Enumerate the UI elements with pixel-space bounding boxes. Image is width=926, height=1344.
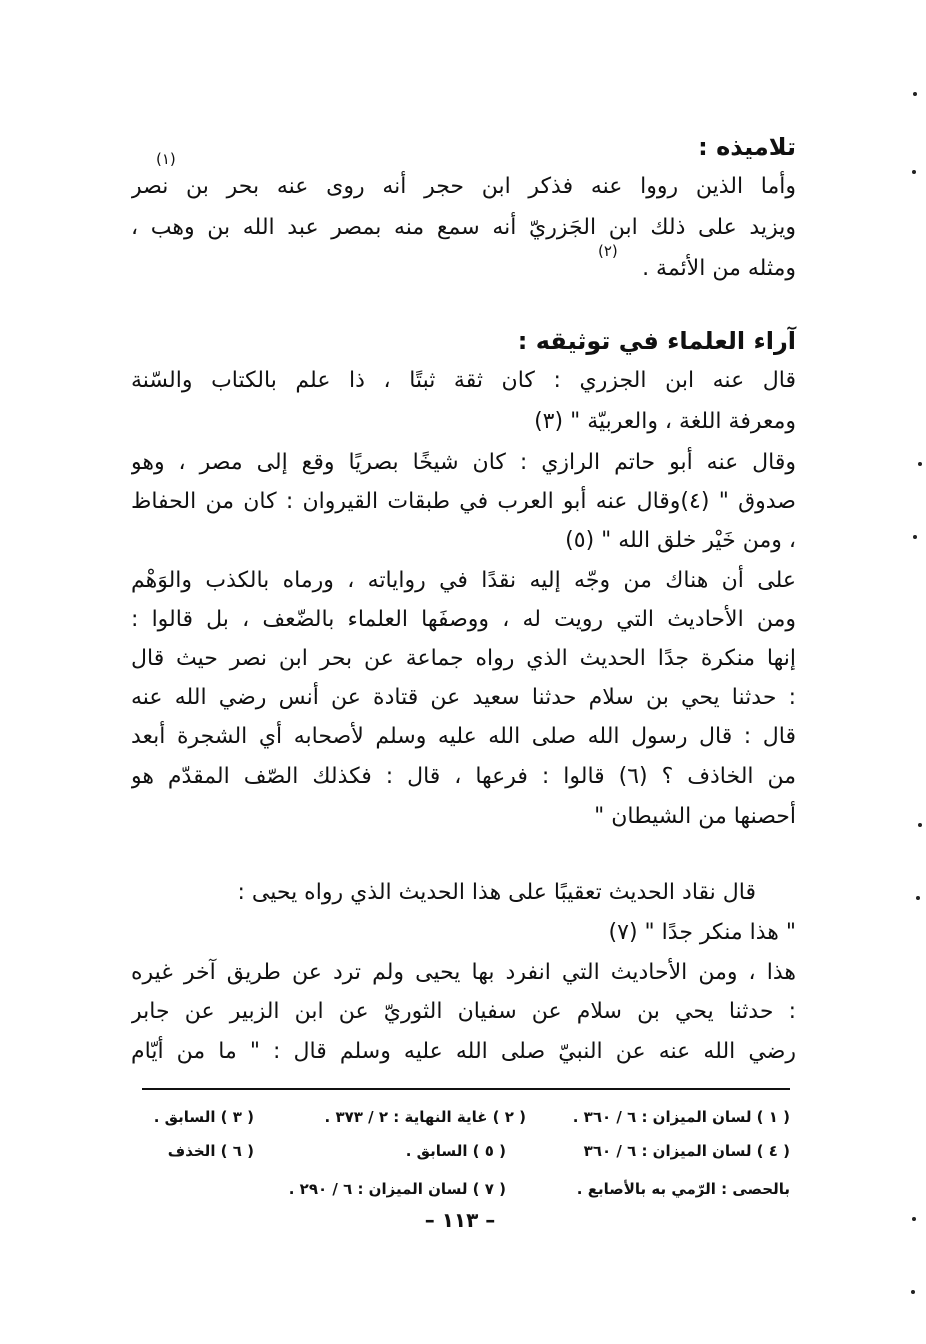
page-number: – ١١٣ – — [424, 1208, 496, 1232]
text-line: أحصنها من الشيطان " — [594, 804, 796, 829]
text-line: : حدثنا يحي بن سلام حدثنا سعيد عن قتادة عن أنس رضي الله عنه — [131, 685, 796, 710]
footnote-6: ( ٦ ) الخذف — [167, 1142, 254, 1160]
text-line: وقال عنه أبو حاتم الرازي : كان شيخًا بصريًا وقع إلى مصر ، وهو — [131, 450, 796, 475]
footnote-5: ( ٥ ) السابق . — [405, 1142, 506, 1160]
scan-speck — [912, 170, 916, 174]
footnote-4: ( ٤ ) لسان الميزان : ٦ / ٣٦٠ — [583, 1142, 790, 1160]
text-line: ويزيد على ذلك ابن الجَزريّ أنه سمع منه بمصر عبد الله بن وهب ، — [131, 215, 796, 240]
footnote-3: ( ٣ ) السابق . — [153, 1108, 254, 1126]
scan-speck — [913, 92, 917, 96]
text-line: " هذا منكر جدًا " (٧) — [608, 920, 796, 945]
text-line: رضي الله عنه عن النبيّ صلى الله عليه وسلم قال : " ما من أيّام — [131, 1039, 796, 1064]
text-line: على أن هناك من وجّه إليه نقدًا في رواياته ، ورماه بالكذب والوَهْم — [131, 568, 796, 593]
scan-speck — [912, 1217, 916, 1221]
scan-speck — [911, 1290, 915, 1294]
footnote-6-continued: بالحصى : الرّمي به بالأصابع . — [576, 1180, 790, 1198]
text-line: ومثله من الأئمة . — [642, 256, 796, 281]
text-line: ومعرفة اللغة ، والعربيّة " (٣) — [534, 409, 796, 434]
footnote-2: ( ٢ ) غاية النهاية : ٢ / ٣٧٣ . — [324, 1108, 526, 1126]
text-line: قال نقاد الحديث تعقيبًا على هذا الحديث الذي رواه يحيى : — [237, 880, 756, 905]
scan-speck — [918, 823, 922, 827]
footnote-7: ( ٧ ) لسان الميزان : ٦ / ٢٩٠ . — [288, 1180, 506, 1198]
scan-speck — [916, 896, 920, 900]
text-line: قال : قال رسول الله صلى الله عليه وسلم لأصحابه أي الشجرة أبعد — [131, 724, 796, 749]
footnote-1: ( ١ ) لسان الميزان : ٦ / ٣٦٠ . — [572, 1108, 790, 1126]
text-line: ومن الأحاديث التي رويت له ، ووصفَها العلماء بالضّعف ، بل قالوا : — [131, 607, 796, 632]
text-line: ، ومن خَيْر خلق الله " (٥) — [565, 528, 796, 553]
text-line: : حدثنا يحي بن سلام عن سفيان الثوريّ عن ابن الزبير عن جابر — [131, 999, 796, 1024]
scan-speck — [918, 462, 922, 466]
footnote-mark-2: (٢) — [598, 242, 618, 260]
text-line: إنها منكرة جدًا الحديث الذي رواه جماعة عن بحر ابن نصر حيث قال — [131, 646, 796, 671]
footnote-separator — [142, 1088, 790, 1090]
text-line: هذا ، ومن الأحاديث التي انفرد بها يحيى ولم ترد عن طريق آخر غيره — [131, 960, 796, 985]
scan-speck — [913, 535, 917, 539]
text-line: قال عنه ابن الجزري : كان ثقة ثبتًا ، ذا علم بالكتاب والسّنة — [131, 368, 796, 393]
opinions-heading: آراء العلماء في توثيقه : — [517, 327, 796, 355]
text-line: صدوق " (٤)وقال عنه أبو العرب في طبقات القيروان : كان من الحفاظ — [131, 489, 796, 514]
students-heading: تلاميذه : — [698, 133, 796, 161]
text-line: من الخاذف ؟ (٦) قالوا : فرعها ، قال : فكذلك الصّف المقدّم هو — [131, 764, 796, 789]
text-line: وأما الذين رووا عنه فذكر ابن حجر أنه روى عنه بحر بن نصر — [131, 174, 796, 199]
footnote-mark-1: (١) — [156, 150, 176, 168]
